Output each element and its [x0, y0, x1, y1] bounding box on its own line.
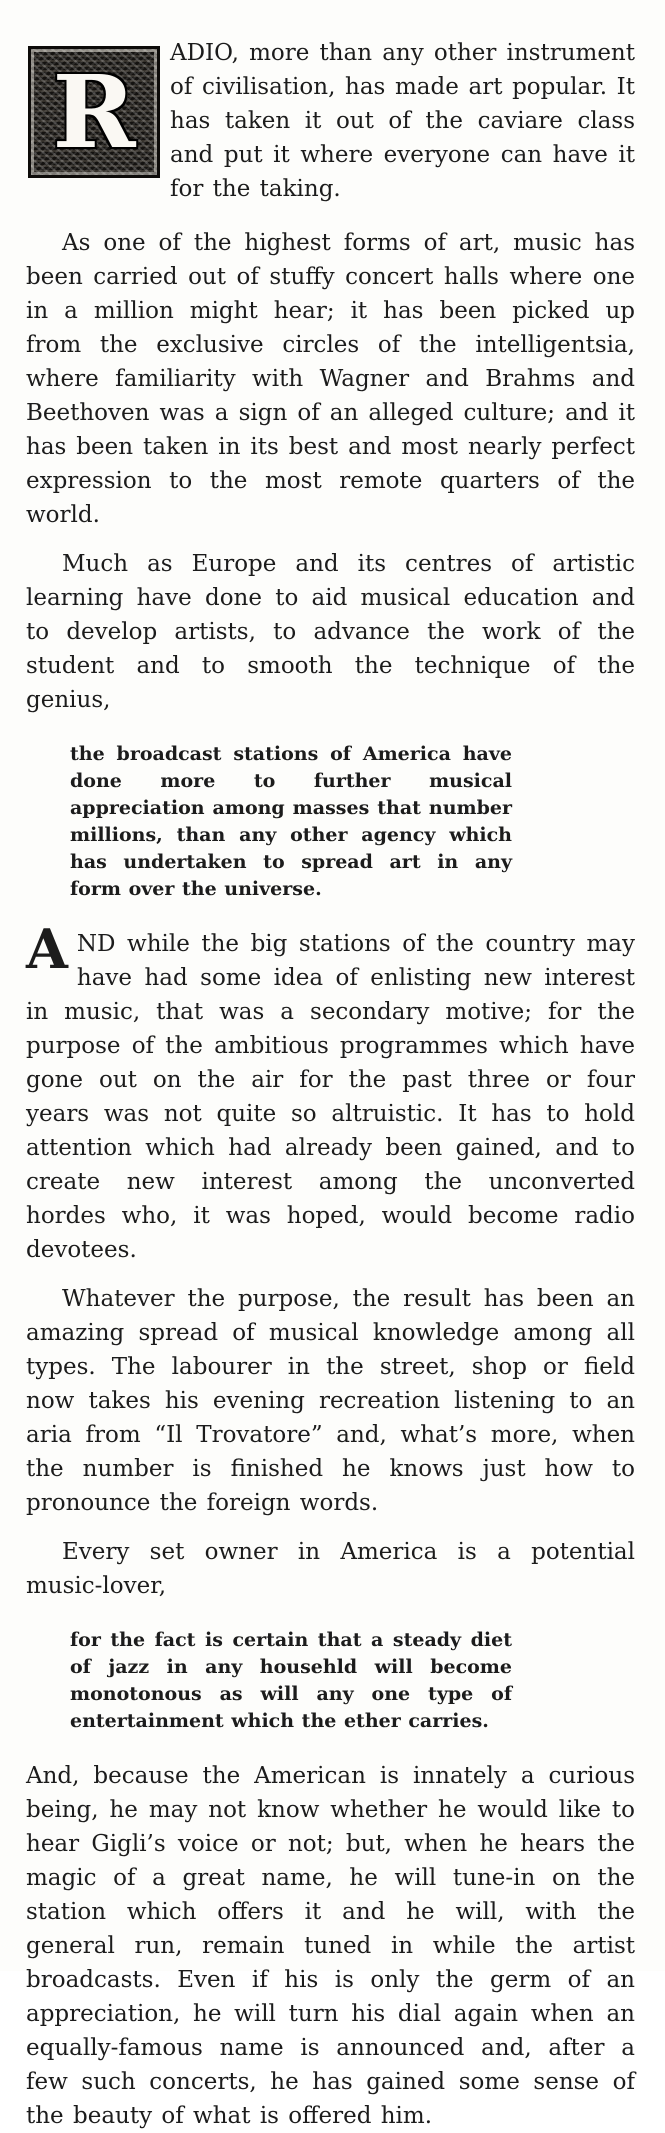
paragraph-and-while	[26, 917, 635, 1267]
paragraph-concert-halls: As one of the highest forms of art, music has been carried out of stuffy concert halls where one in a million might hear; it has been picked up from the exclusive circles of the intelligentsia, where familiarity with Wagner and Brahms and Beethoven was a sign of an alleged culture; and it has been taken in its best and most nearly perfect expression to the most remote quarters of the world.	[26, 230, 635, 528]
paragraph-every-set-owner: Every set owner in America is a potential music-lover,	[26, 1539, 635, 1599]
paragraph-whatever-purpose: Whatever the purpose, the result has been an amazing spread of musical knowledge among all types. The labourer in the street, shop or field now takes his evening recreation listening to an aria from “Il Trovatore” and, what’s more, when the number is finished he knows just how to pronounce the foreign words.	[26, 1286, 635, 1516]
pull-quote-broadcast-stations: the broadcast stations of America have done more to further musical appreciation among masses that number millions, than any other agency which has undertaken to spread art in any form over the universe.	[70, 743, 512, 900]
initial-letter-a: A	[26, 917, 68, 981]
paragraph-europe-learning: Much as Europe and its centres of artistic learning have done to aid musical education and to develop artists, to advance the work of the student and to smooth the technique of the genius,	[26, 551, 635, 713]
paragraph-radio-popular: ADIO, more than any other instrument of civilisation, has made art popular. It has taken it out of the caviare class and put it where everyone can have it for the taking.	[170, 40, 635, 202]
paragraph-and-while-text: ND while the big stations of the country may have had some idea of enlisting new interest in music, that was a secondary motive; for the purpose of the ambitious programmes which have gone out on the air for the past three or four years was not quite so altruistic. It has to hold attention which had already been gained, and to create new interest among the unconverted hordes who, it was hoped, would become radio devotees.	[26, 931, 635, 1263]
initial-letter-r: R	[52, 53, 136, 171]
paragraph-curious-american: And, because the American is innately a curious being, he may not know whether he would like to hear Gigli’s voice or not; but, when he hears the magic of a great name, he will tune-in on the station which offers it and he will, with the general run, remain tuned in while the artist broadcasts. Even if his is only the germ of an appreciation, he will turn his dial again when an equally-famous name is announced and, after a few such concerts, he has gained some sense of the beauty of what is offered him.	[26, 1763, 635, 2129]
ornate-initial-capital-block	[28, 46, 160, 178]
opening-paragraph-block	[26, 36, 635, 212]
pull-quote-steady-diet: for the fact is certain that a steady diet of jazz in any househld will become monotonous as will any one type of entertainment which the ether carries.	[70, 1629, 512, 1732]
